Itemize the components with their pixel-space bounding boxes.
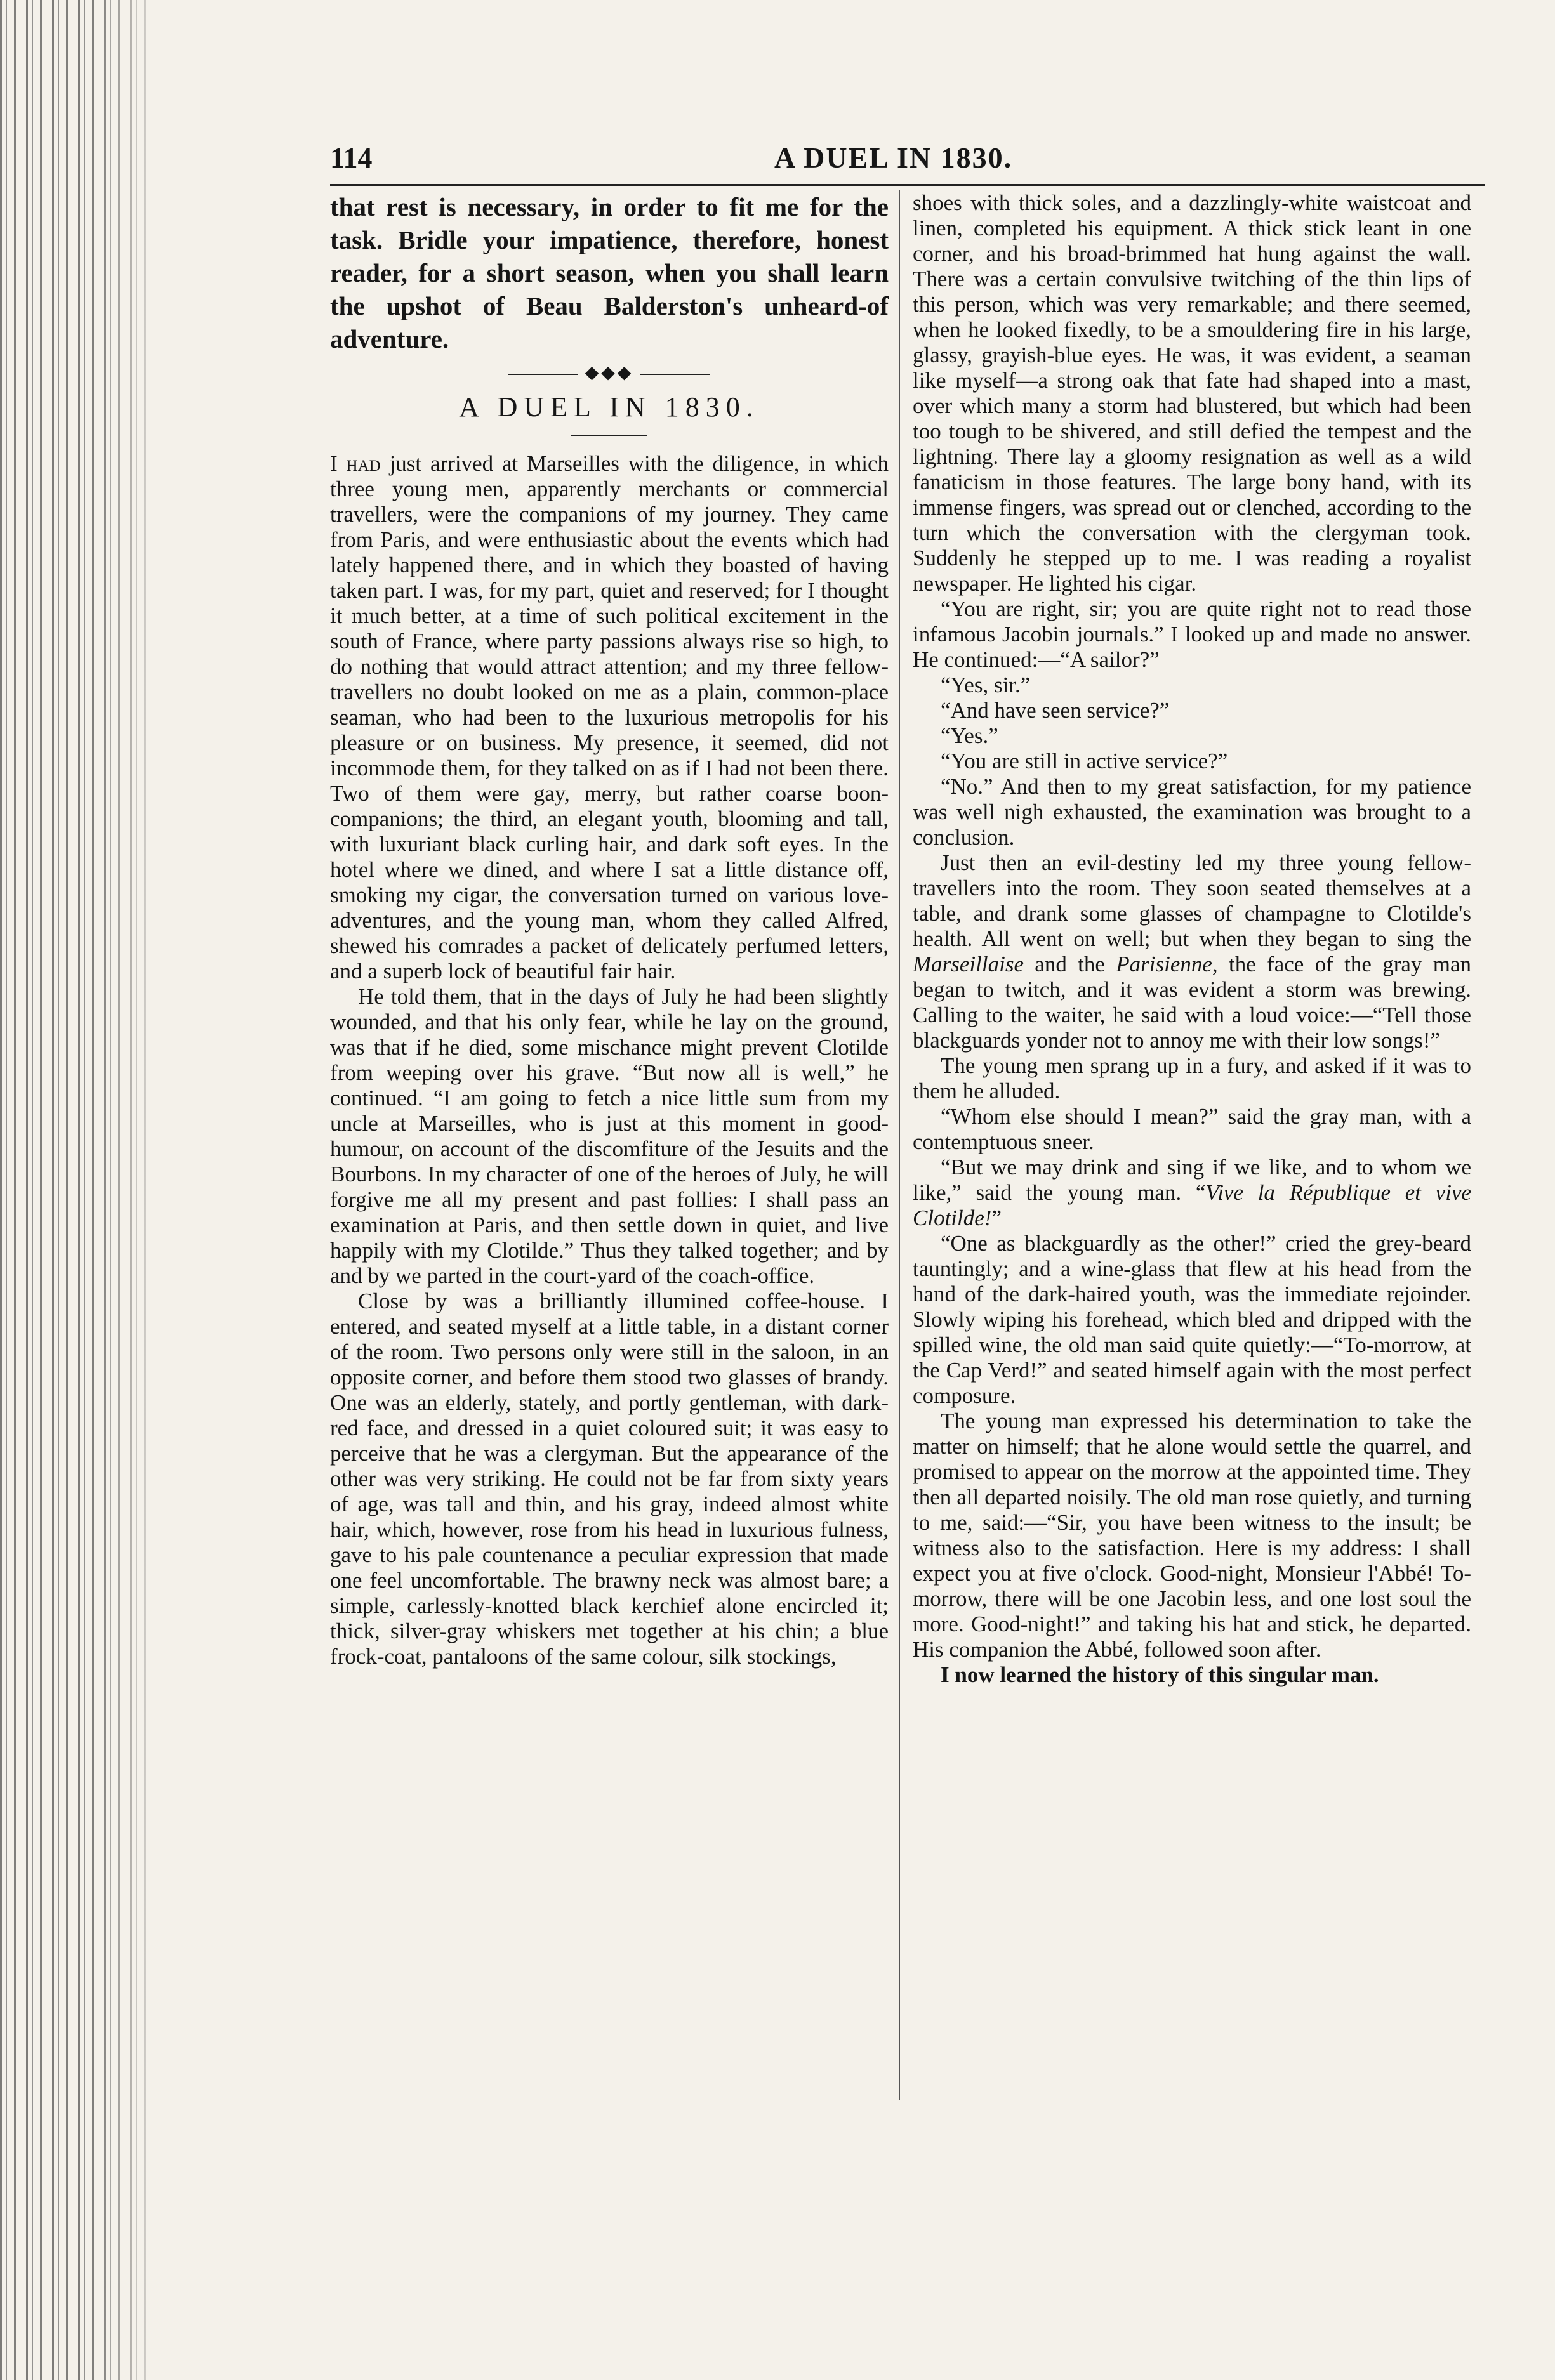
article-title: A DUEL IN 1830.: [459, 391, 760, 423]
song-marseillaise: Marseillaise: [913, 952, 1024, 976]
paragraph-2: He told them, that in the days of July he had been slightly wounded, and that his only fear, while he lay on the ground, was that if he died, some mischance might prevent Clotilde from weeping over his grave. “But now all is well,” he continued. “I am going to fetch a nice little sum from my uncle at Marseilles, who is just at this moment in good-humour, on account of the discomfiture of the Jesuits and the Bourbons. In my character of one of the heroes of July, he will forgive me all my present and past follies: I shall pass an examination at Paris, and then settle down in quiet, and live happily with my Clotilde.” Thus they talked together; and by and by we parted in the court-yard of the coach-office.: [330, 984, 889, 1288]
song-parisienne: Parisienne: [1116, 952, 1212, 976]
songs-text-a: Just then an evil-destiny led my three young fellow-travellers into the room. They soon seated themselves at a table, and drank some glasses of champagne to Clotilde's health. All went on well; but when they began to sing the: [913, 850, 1471, 951]
paragraph-dialogue-1: “You are right, sir; you are quite right not to read those infamous Jacobin journals.” I looked up and made no answer. He continued:—“A sailor?”: [913, 596, 1471, 672]
paragraph-1: [330, 451, 889, 984]
right-column: [913, 190, 1471, 2107]
running-title: A DUEL IN 1830.: [774, 141, 1013, 174]
ornament-line-left: [508, 374, 578, 375]
title-rule: [571, 435, 647, 436]
paragraph-answer: “No.” And then to my great satisfaction, for my patience was well nigh exhausted, the examination was brought to a conclusion.: [913, 774, 1471, 850]
dialogue-line-1: “Yes, sir.”: [941, 673, 1031, 697]
paragraph-toast: [913, 1155, 1471, 1231]
left-column: [330, 190, 889, 2107]
dialogue-line-3: “Yes.”: [941, 723, 998, 748]
songs-text-c: , the face of the gray man began to twitch, and it was evident a storm was brewing. Calling to the waiter, he said with a loud voice:—“Tell those blackguards yonder not to annoy me with their low songs!”: [913, 952, 1471, 1053]
paragraph-wineglass: “One as blackguardly as the other!” cried the grey-beard tauntingly; and a wine-glass that flew at his head from the hand of the dark-haired youth, was the immediate rejoinder. Slowly wiping his forehead, which bled and dripped with the spilled wine, the old man said quite quietly:—“To-morrow, at the Cap Verd!” and seated himself again with the most perfect composure.: [913, 1231, 1471, 1408]
paragraph-challenge: The young man expressed his determination to take the matter on himself; that he alone would settle the quarrel, and promised to appear on the morrow at the appointed time. They then all departed noisily. The old man rose quietly, and turning to me, said:—“Sir, you have been witness to the insult; be witness also to the satisfaction. Here is my address: I shall expect you at five o'clock. Good-night, Monsieur l'Abbé! To-morrow, there will be one Jacobin less, and one lost soul the more. Good-night!” and taking his hat and stick, he departed. His companion the Abbé, followed soon after.: [913, 1409, 1471, 1662]
column-divider: [899, 190, 900, 2100]
dropcap-word: I had: [330, 451, 381, 476]
dialogue-line-2: “And have seen service?”: [941, 698, 1170, 723]
running-head: [330, 141, 1485, 179]
lead-paragraph: that rest is necessary, in order to fit me for the task. Bridle your impatience, therefore, honest reader, for a short season, when you shall learn the upshot of Beau Balderston's unheard-of adventure.: [330, 192, 889, 353]
ornament-line-right: [640, 374, 710, 375]
paragraph-fury: The young men sprang up in a fury, and asked if it was to them he alluded.: [913, 1053, 1471, 1103]
toast-text-a: “But we may drink and sing if we like, and to whom we like,” said the young man. “: [913, 1155, 1471, 1205]
dialogue-line-4: “You are still in active service?”: [941, 749, 1228, 773]
ornament-glyph: ◆◆◆: [585, 363, 634, 383]
paragraph-continued: shoes with thick soles, and a dazzlingly-white waistcoat and linen, completed his equipment. A thick stick leant in one corner, and his broad-brimmed hat hung against the wall. There was a certain convulsive twitching of the thin lips of this person, which was very remarkable; and there seemed, when he looked fixedly, to be a smouldering fire in his large, glassy, grayish-blue eyes. He was, it was evident, a seaman like myself—a strong oak that fate had shaped into a mast, over which many a storm had blustered, but which had been too tough to be shivered, and still defied the tempest and the lightning. There lay a gloomy resignation as well as a wild fanaticism in those features. The large bony hand, with its immense fingers, was spread out or clenched, according to the turn which the conversation with the clergyman took. Suddenly he stepped up to me. I was reading a royalist newspaper. He lighted his cigar.: [913, 190, 1471, 596]
paragraph-closing: I now learned the history of this singular man.: [941, 1662, 1379, 1687]
paragraph-1-text: just arrived at Marseilles with the diligence, in which three young men, apparently merchants or commercial travellers, were the companions of my journey. They came from Paris, and were enthusiastic about the events which had lately happened there, and in which they boasted of having taken part. I was, for my part, quiet and reserved; for I thought it much better, at a time of such political excitement in the south of France, where party passions always rise so high, to do nothing that would attract attention; and my three fellow-travellers no doubt looked on me as a plain, common-place seaman, who had been to the luxurious metropolis for his pleasure or on business. My presence, it seemed, did not incommode them, for they talked on as if I had not been there. Two of them were gay, merry, but rather coarse boon-companions; the third, an elegant youth, blooming and tall, with luxuriant black curling hair, and dark soft eyes. In the hotel where we dined, and where I sat a little distance off, smoking my cigar, the conversation turned on various love-adventures, and the young man, whom they called Alfred, shewed his comrades a packet of delicately perfumed letters, and a superb lock of beautiful fair hair.: [330, 451, 889, 983]
binding-edge-fade: [95, 0, 171, 2380]
songs-text-b: and the: [1023, 952, 1116, 976]
paragraph-sneer: “Whom else should I mean?” said the gray man, with a contemptuous sneer.: [913, 1104, 1471, 1154]
toast-vive: Vive la République et vive Clotilde!: [913, 1180, 1471, 1230]
paragraph-3: Close by was a brilliantly illumined coffee-house. I entered, and seated myself at a little table, in a distant corner of the room. Two persons only were still in the saloon, in an opposite corner, and before them stood two glasses of brandy. One was an elderly, stately, and portly gentleman, with dark-red face, and dressed in a quiet coloured suit; it was easy to perceive that he was a clergyman. But the appearance of the other was very striking. He could not be far from sixty years of age, was tall and thin, and his gray, indeed almost white hair, which, however, rose from his head in luxurious fulness, gave to his pale countenance a peculiar expression that made one feel uncomfortable. The brawny neck was almost bare; a simple, carlessly-knotted black kerchief alone encircled it; thick, silver-gray whiskers met together at his chin; a blue frock-coat, pantaloons of the same colour, silk stockings,: [330, 1289, 889, 1669]
section-ornament: [330, 362, 889, 383]
toast-text-b: ”: [991, 1206, 1002, 1230]
page-number: 114: [330, 141, 373, 174]
paragraph-songs: [913, 850, 1471, 1053]
lead-paragraph-block: [330, 190, 889, 355]
header-rule: [330, 184, 1485, 186]
